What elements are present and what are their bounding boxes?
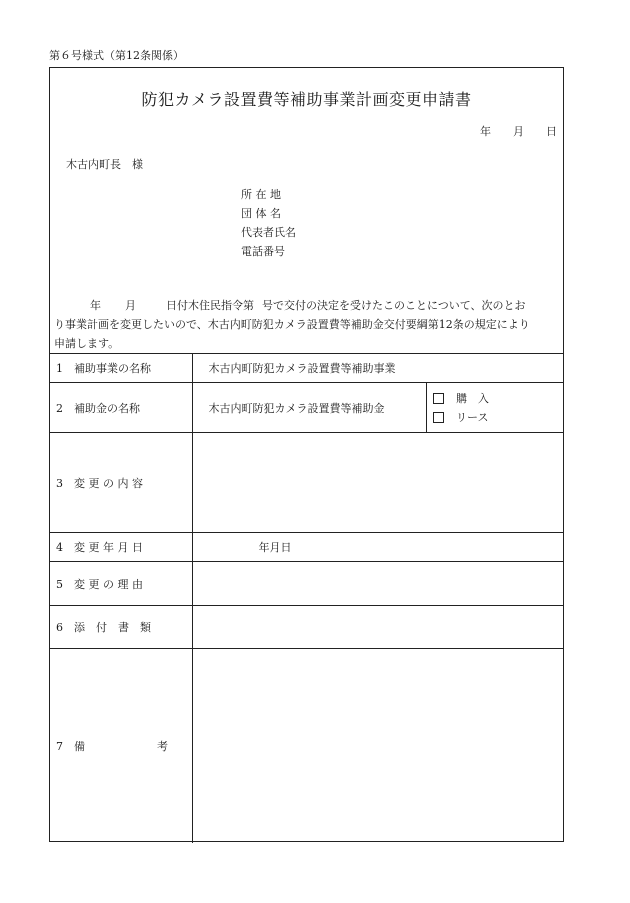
- table-row: [50, 606, 563, 649]
- body-line-3: 申請します。: [54, 337, 120, 350]
- option-purchase[interactable]: 購 入: [433, 389, 563, 408]
- option-lease[interactable]: リース: [433, 408, 563, 427]
- table-row: [50, 649, 563, 843]
- date-day: 日: [546, 125, 557, 138]
- row-label: 4 変 更 年 月 日: [50, 533, 192, 562]
- table-row: [50, 433, 563, 533]
- table-row: [50, 354, 563, 383]
- applicant-rep-label: 代表者氏名: [241, 226, 296, 239]
- form-frame: [49, 67, 564, 842]
- applicant-phone-label: 電話番号: [241, 245, 285, 258]
- application-table: [50, 353, 563, 843]
- row-label: 2 補助金の名称: [50, 383, 192, 433]
- application-date: [480, 123, 557, 139]
- row-label: 3 変 更 の 内 容: [50, 433, 192, 533]
- body-line-1: [54, 296, 559, 315]
- table-row: [50, 562, 563, 606]
- row-label: 1 補助事業の名称: [50, 354, 192, 383]
- document-title: 防犯カメラ設置費等補助事業計画変更申請書: [141, 90, 472, 109]
- body-year: 年: [90, 299, 101, 312]
- row-label: 6 添 付 書 類: [50, 606, 192, 649]
- checkbox-icon[interactable]: [433, 393, 444, 404]
- row-value[interactable]: [192, 649, 563, 843]
- date-year: 年: [480, 125, 491, 138]
- row-value[interactable]: [192, 562, 563, 606]
- addressee: 木古内町長 様: [66, 158, 143, 171]
- row-label: 5 変 更 の 理 由: [50, 562, 192, 606]
- row-value[interactable]: 木古内町防犯カメラ設置費等補助金: [192, 383, 427, 433]
- body-line-2: り事業計画を変更したいので、木古内町防犯カメラ設置費等補助金交付要綱第12条の規定により: [54, 318, 530, 331]
- table-row: [50, 383, 563, 433]
- checkbox-icon[interactable]: [433, 412, 444, 423]
- purchase-type-options: [427, 383, 564, 433]
- row-value[interactable]: 木古内町防犯カメラ設置費等補助事業: [192, 354, 563, 383]
- row-value[interactable]: [192, 433, 563, 533]
- request-body: [54, 296, 559, 353]
- form-number: 第６号様式（第12条関係）: [49, 49, 184, 62]
- body-month: 月: [125, 299, 136, 312]
- applicant-org-label: 団 体 名: [241, 207, 281, 220]
- body-part1: 日付木住民指令第: [166, 299, 254, 312]
- row-value[interactable]: 年月日: [192, 533, 563, 562]
- applicant-address-label: 所 在 地: [241, 188, 281, 201]
- body-part2: 号で交付の決定を受けたこのことについて、次のとお: [262, 299, 526, 312]
- table-row: [50, 533, 563, 562]
- applicant-block: [241, 186, 296, 262]
- row-value[interactable]: [192, 606, 563, 649]
- row-label: 7 備 考: [50, 649, 192, 843]
- date-month: 月: [513, 125, 524, 138]
